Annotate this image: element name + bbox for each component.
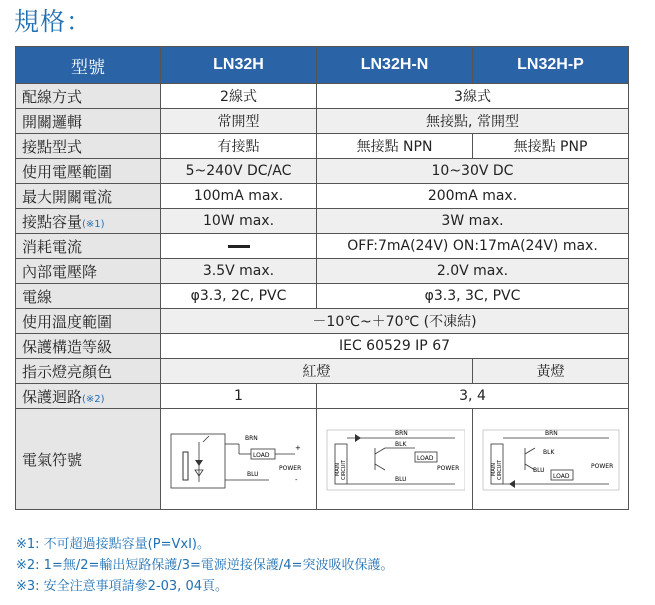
symbol-ln32h: [161, 409, 317, 510]
row-label: 保護構造等級: [16, 334, 161, 359]
cell-dash: [161, 234, 317, 259]
row-label: 接點型式: [16, 134, 161, 159]
cell: φ3.3, 3C, PVC: [317, 284, 629, 309]
model-ln32h-n: LN32H-N: [317, 47, 473, 84]
symbol-ln32h-p: [473, 409, 629, 510]
load-label: LOAD: [416, 455, 433, 462]
power-label: POWER: [436, 465, 459, 472]
cell: 200mA max.: [317, 184, 629, 209]
model-ln32h-p: LN32H-P: [473, 47, 629, 84]
table-row: [16, 309, 629, 334]
power-label: POWER: [278, 465, 301, 472]
cell: 紅燈: [161, 359, 473, 384]
table-row: [16, 109, 629, 134]
cell: 3.5V max.: [161, 259, 317, 284]
table-row: [16, 259, 629, 284]
cell: 10W max.: [161, 209, 317, 234]
cell: 100mA max.: [161, 184, 317, 209]
cell: 3線式: [317, 84, 629, 109]
cell: 1: [161, 384, 317, 409]
model-ln32h: LN32H: [161, 47, 317, 84]
row-label: 最大開關電流: [16, 184, 161, 209]
table-row: [16, 209, 629, 234]
header-row: [16, 47, 629, 84]
blu-label: BLU: [246, 471, 259, 478]
table-row: [16, 134, 629, 159]
table-row: [16, 334, 629, 359]
npn-symbol: [325, 426, 465, 492]
row-label: 電氣符號: [16, 409, 161, 510]
page-title: 規格：: [14, 7, 93, 36]
footnote-2: ※2: 1=無/2=輸出短路保護/3=電源逆接保護/4=突波吸收保護。: [16, 558, 394, 573]
table-row: [16, 184, 629, 209]
row-label: 配線方式: [16, 84, 161, 109]
load-label: LOAD: [252, 452, 269, 459]
cell: 5~240V DC/AC: [161, 159, 317, 184]
table-row: [16, 84, 629, 109]
reed-switch-symbol: [169, 426, 309, 492]
blk-label: BLK: [394, 441, 406, 448]
main-label: MAIN: [334, 463, 341, 476]
note-ref: (※1): [82, 218, 105, 230]
cell: 2.0V max.: [317, 259, 629, 284]
cell: 黃燈: [473, 359, 629, 384]
label-text: 接點容量: [22, 212, 83, 231]
power-label: POWER: [590, 463, 613, 470]
pnp-symbol: [481, 426, 621, 492]
spec-table: [15, 46, 629, 510]
cell: 常開型: [161, 109, 317, 134]
minus-sign: -: [294, 476, 298, 484]
footnote-1: ※1: 不可超過接點容量(P=VxI)。: [16, 537, 210, 552]
row-label: [16, 384, 161, 409]
load-label: LOAD: [552, 473, 569, 480]
blu-label: BLU: [394, 476, 407, 483]
table-row: [16, 284, 629, 309]
row-label: 消耗電流: [16, 234, 161, 259]
footnote-3: ※3: 安全注意事項請參2-03, 04頁。: [16, 579, 228, 594]
circuit-label: CIRCUIT: [340, 460, 347, 480]
row-label: 電線: [16, 284, 161, 309]
cell: 有接點: [161, 134, 317, 159]
table-row: [16, 409, 629, 510]
row-label: 使用溫度範圍: [16, 309, 161, 334]
cell: 10~30V DC: [317, 159, 629, 184]
plus-sign: +: [294, 444, 301, 452]
table-row: [16, 384, 629, 409]
brn-label: BRN: [244, 435, 258, 442]
cell: OFF:7mA(24V) ON:17mA(24V) max.: [317, 234, 629, 259]
row-label: [16, 209, 161, 234]
row-label: 內部電壓降: [16, 259, 161, 284]
dash-mark: [228, 245, 250, 248]
blk-label: BLK: [542, 449, 554, 456]
cell: IEC 60529 IP 67: [161, 334, 629, 359]
cell: 2線式: [161, 84, 317, 109]
cell: 無接點, 常開型: [317, 109, 629, 134]
main-label: MAIN: [490, 463, 497, 476]
symbol-ln32h-n: [317, 409, 473, 510]
note-ref: (※2): [82, 393, 105, 405]
table-row: [16, 234, 629, 259]
cell: 無接點 NPN: [317, 134, 473, 159]
row-label: 開關邏輯: [16, 109, 161, 134]
cell: 無接點 PNP: [473, 134, 629, 159]
label-text: 保護迴路: [22, 387, 83, 406]
row-label: 指示燈亮顏色: [16, 359, 161, 384]
row-label: 使用電壓範圍: [16, 159, 161, 184]
brn-label: BRN: [544, 430, 558, 437]
cell: 3, 4: [317, 384, 629, 409]
cell: －10℃~＋70℃ (不凍結): [161, 309, 629, 334]
cell: φ3.3, 2C, PVC: [161, 284, 317, 309]
header-label: 型號: [16, 47, 161, 84]
circuit-label: CIRCUIT: [496, 460, 503, 480]
brn-label: BRN: [394, 430, 408, 437]
table-row: [16, 359, 629, 384]
table-row: [16, 159, 629, 184]
blu-label: BLU: [532, 467, 545, 474]
cell: 3W max.: [317, 209, 629, 234]
